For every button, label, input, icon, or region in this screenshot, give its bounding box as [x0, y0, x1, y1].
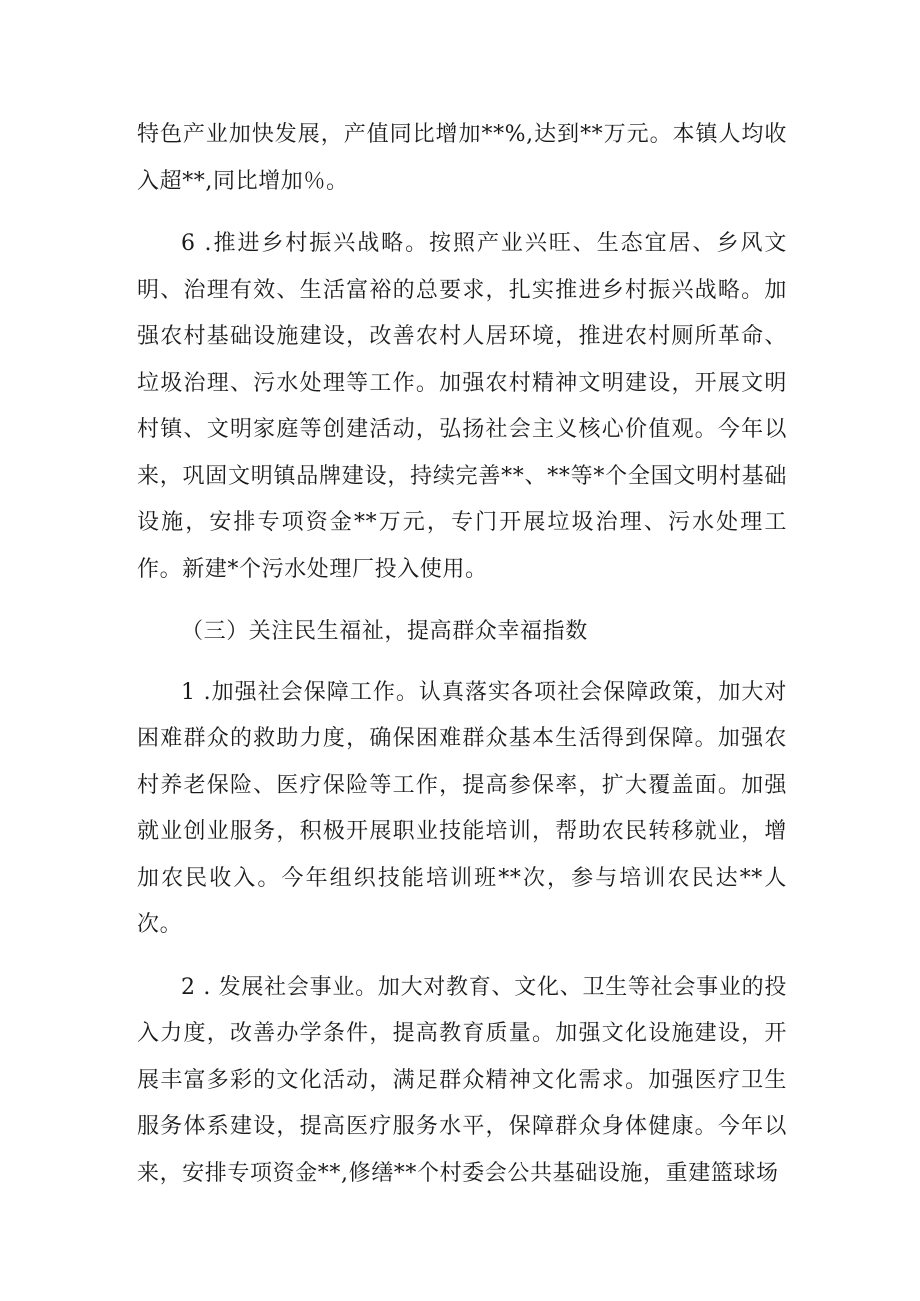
paragraph-item-6: 6 .推进乡村振兴战略。按照产业兴旺、生态宜居、乡风文明、治理有效、生活富裕的总要求，扎实推进乡村振兴战略。加强农村基础设施建设，改善农村人居环境，推进农村厕所革命、垃圾治理、污水处理等工作。加强农村精神文明建设，开展文明村镇、文明家庭等创建活动，弘扬社会主义核心价值观。今年以来，巩固文明镇品牌建设，持续完善**、**等*个全国文明村基础设施，安排专项资金**万元，专门开展垃圾治理、污水处理工作。新建*个污水处理厂投入使用。	[137, 231, 787, 582]
paragraph-continued: 特色产业加快发展，产值同比增加**%,达到**万元。本镇人均收入超**,同比增加％。	[137, 122, 787, 194]
section-heading-3: （三）关注民生福祉，提高群众幸福指数	[181, 619, 588, 644]
paragraph-item-1: 1 .加强社会保障工作。认真落实各项社会保障政策，加大对困难群众的救助力度，确保困难群众基本生活得到保障。加强农村养老保险、医疗保险等工作，提高参保率，扩大覆盖面。加强就业创业服务，积极开展职业技能培训，帮助农民转移就业，增加农民收入。今年组织技能培训班**次，参与培训农民达**人次。	[137, 679, 787, 937]
paragraph-item-2: 2 . 发展社会事业。加大对教育、文化、卫生等社会事业的投入力度，改善办学条件，提高教育质量。加强文化设施建设，开展丰富多彩的文化活动，满足群众精神文化需求。加强医疗卫生服务体系建设，提高医疗服务水平，保障群众身体健康。今年以来，安排专项资金**,修缮**个村委会公共基础设施，重建篮球场	[137, 974, 787, 1186]
document-body	[137, 112, 787, 1213]
